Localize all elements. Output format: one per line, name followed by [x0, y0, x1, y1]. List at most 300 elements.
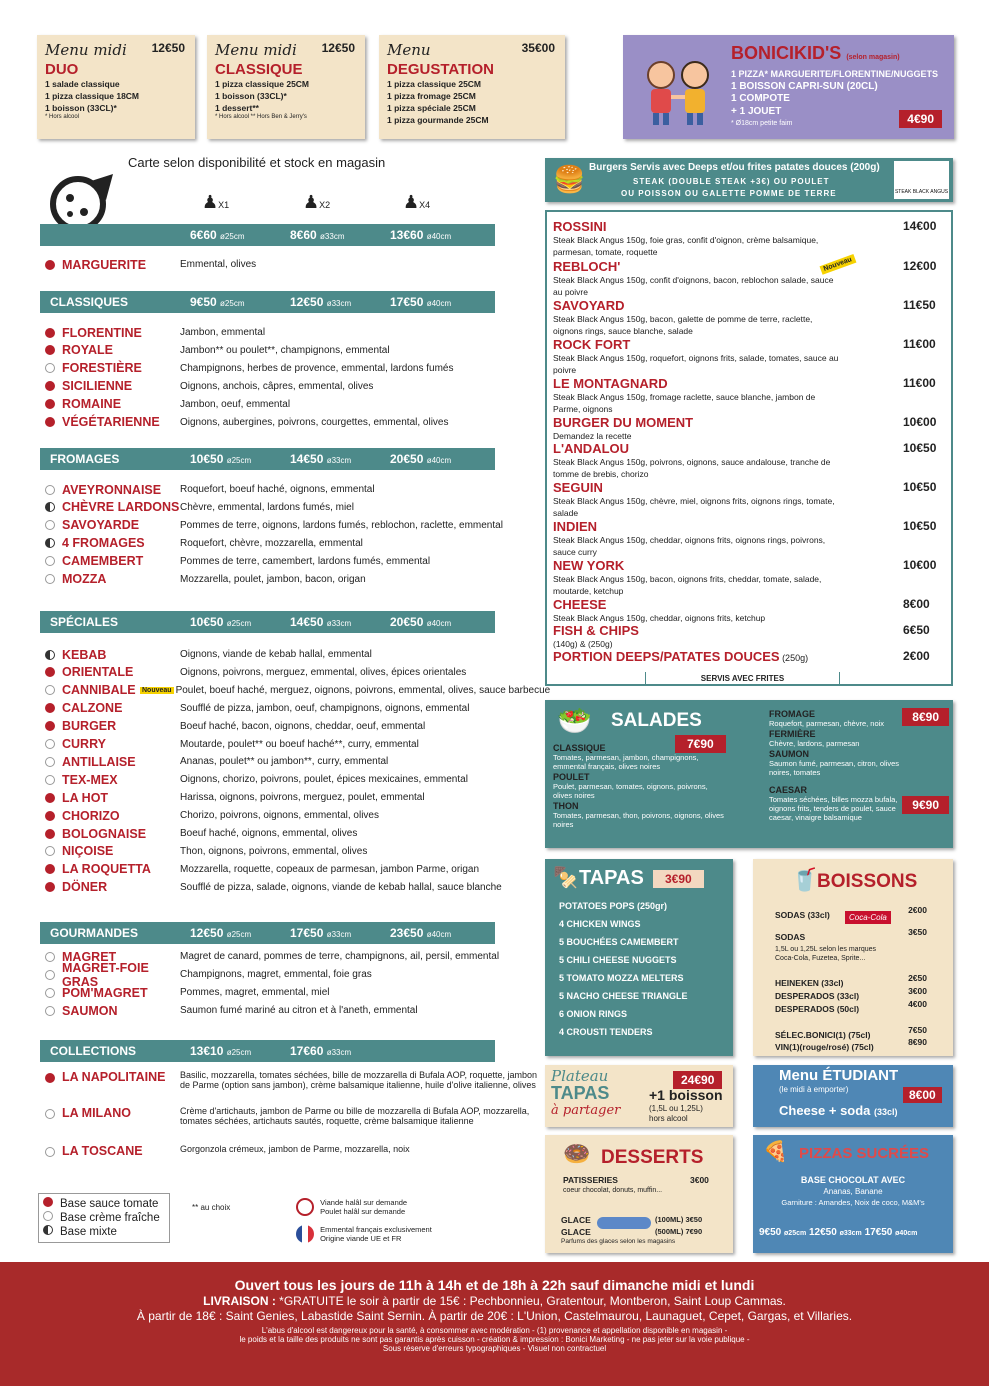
drink-price: 4€00: [908, 999, 927, 1009]
section-price: 14€50 ø33cm: [290, 615, 352, 629]
pizza-name: CALZONE: [62, 701, 123, 716]
burger-desc: Steak Black Angus 150g, bacon, galette de pomme de terre, raclette, oignons rings, sauce blanche, salade: [553, 314, 813, 336]
pizza-desc: Poulet, boeuf haché, merguez, oignons, poivrons, emmental, olives, sauce barbecue: [175, 684, 551, 696]
burger-desc: Steak Black Angus 150g, fromage raclette, sauce blanche, jambon de Parme, oignons: [553, 392, 816, 414]
coca-cola-logo: Coca-Cola: [845, 911, 891, 924]
base-dot: [45, 1073, 55, 1083]
drink-desc: 1,5L ou 1,25L selon les marques Coca-Cola, Fuzetea, Sprite...: [775, 946, 877, 962]
menu-title: Menu: [387, 41, 431, 59]
pizza-item: [45, 571, 366, 588]
kids-title: BONICIKID'S: [731, 43, 842, 63]
france-flag-icon: [296, 1225, 314, 1243]
tapas-item: 4 CROUSTI TENDERS: [559, 1027, 653, 1037]
drink-item: [775, 927, 945, 963]
pizza-desc: Crème d'artichauts, jambon de Parme ou bille de mozzarella di Bufala AOP, mozzarella, tomates séchées, artichauts sautés, roquette, crème balsamique italienne: [180, 1106, 530, 1126]
section-price: 17€50 ø40cm: [390, 295, 452, 309]
nouveau-badge: Nouveau: [820, 254, 856, 275]
section-price: 14€50 ø33cm: [290, 452, 352, 466]
pizza-desc: Champignons, magret, emmental, foie gras: [180, 969, 372, 980]
drink-name: DESPERADOS (33cl): [775, 991, 860, 1001]
base-dot: [45, 556, 55, 566]
pizza-name: 4 FROMAGES: [62, 536, 145, 551]
base-dot: [45, 1109, 55, 1119]
menu-line: 1 salade classique: [45, 79, 120, 89]
legend-item: Base mixte: [43, 1225, 165, 1239]
pizza-name: TEX-MEX: [62, 772, 118, 787]
burger-name: NEW YORK: [553, 558, 625, 573]
pizza-item: [45, 517, 503, 534]
pizza-desc: Mozzarella, roquette, copeaux de parmesan, jambon Parme, origan: [180, 863, 480, 875]
pizza-name: CAMEMBERT: [62, 554, 144, 569]
drink-price: 2€50: [908, 973, 927, 983]
burger-item: [553, 597, 943, 624]
pizza-desc: Roquefort, boeuf haché, oignons, emmental: [180, 484, 375, 495]
base-dot: [45, 864, 55, 874]
burger-price: 10€50: [903, 519, 937, 533]
burger-desc: Steak Black Angus 150g, foie gras, confit d'oignon, crème balsamique, parmesan, tomate, roquette: [553, 235, 819, 257]
section-bar-fromages: [40, 448, 495, 470]
pizza-name: FORESTIÈRE: [62, 361, 142, 376]
halal-note: Viande halâl sur demande Poulet halâl sur demande: [296, 1198, 407, 1216]
base-dot: [45, 952, 55, 962]
pizza-name: CHORIZO: [62, 808, 120, 823]
menu-note: * Hors alcool: [45, 114, 80, 120]
pizza-name: SAVOYARDE: [62, 518, 140, 533]
legend-item: Base sauce tomate: [43, 1197, 165, 1211]
tapas-item: 5 BOUCHÉES CAMEMBERT: [559, 937, 679, 947]
kids-illustration-icon: [633, 53, 723, 128]
base-dot: [45, 260, 55, 270]
person-x4: ♟X4: [403, 192, 431, 212]
section-price: 20€50 ø40cm: [390, 452, 452, 466]
burgers-header: 🍔 Burgers Servis avec Deeps et/ou frites patates douces (200g) STEAK (DOUBLE STEAK +3€) OU POULET OU POISSON OU GALETTE POMME DE TERRE STEAK BLACK ANGUS: [545, 158, 953, 202]
burger-name: BURGER DU MOMENT: [553, 415, 694, 430]
pizza-item: [45, 825, 357, 842]
base-dot: [45, 363, 55, 373]
tapas-item: POTATOES POPS (250gr): [559, 901, 668, 911]
menu-line: 1 pizza classique 18CM: [45, 91, 140, 101]
section-price: 10€50 ø25cm: [190, 615, 252, 629]
burger-price: 6€50: [903, 623, 930, 637]
collection-item: [45, 1106, 540, 1126]
pizza-desc: Jambon, emmental: [180, 327, 266, 338]
pizza-desc: Oignons, aubergines, poivrons, courgettes, emmental, olives: [180, 416, 449, 428]
burger-desc: Steak Black Angus 150g, cheddar, oignons frits, oignons rings, poivrons, sauce curry: [553, 535, 826, 557]
pizza-name: LA HOT: [62, 790, 109, 805]
skewer-icon: 🍢: [553, 867, 578, 889]
section-bar-spéciales: [40, 611, 495, 633]
ben-jerrys-logo: [597, 1217, 651, 1229]
burger-desc: Demandez la recette: [553, 431, 632, 441]
kids-price: 4€90: [899, 110, 942, 128]
pizza-item: [45, 342, 390, 359]
kids-sub: (selon magasin): [846, 54, 900, 61]
base-dot: [45, 485, 55, 495]
burger-price: 8€00: [903, 597, 930, 611]
burger-name: ROCK FORT: [553, 337, 631, 352]
drink-name: SODAS: [775, 932, 806, 942]
menu-line: 1 pizza classique 25CM: [387, 79, 482, 89]
pizza-item: [45, 718, 425, 735]
pizza-item: [45, 736, 419, 753]
burger-price: 14€00: [903, 219, 937, 233]
section-label: SPÉCIALES: [50, 615, 119, 629]
burger-name: CHEESE: [553, 597, 607, 612]
pizza-name: MOZZA: [62, 572, 107, 586]
pizza-name: POM'MAGRET: [62, 985, 148, 1000]
section-label: GOURMANDES: [50, 926, 139, 940]
burger-item: [553, 298, 943, 337]
burger-item: [553, 259, 943, 298]
pizza-desc: Pommes de terre, camembert, lardons fumés, emmental: [180, 555, 431, 567]
opening-hours: Ouvert tous les jours de 11h à 14h et de 18h à 22h sauf dimanche midi et lundi: [234, 1277, 755, 1293]
menu-classique-card: [207, 35, 365, 139]
salades-price: 7€90: [675, 735, 726, 753]
pizza-desc: Jambon** ou poulet**, champignons, emmental: [180, 344, 390, 356]
base-dot: [45, 1147, 55, 1157]
burger-price: 10€00: [903, 415, 937, 429]
pizza-name: NIÇOISE: [62, 844, 114, 859]
section-label: CLASSIQUES: [50, 295, 129, 309]
menu-line: 1 pizza spéciale 25CM: [387, 103, 476, 113]
pizza-item: [45, 324, 265, 341]
burger-desc: Steak Black Angus 150g, confit d'oignons, bacon, reblochon salade, sauce au poivre: [553, 275, 834, 297]
base-dot: [45, 685, 55, 695]
menu-line: 1 dessert**: [215, 103, 259, 113]
drink-price: 2€00: [908, 905, 927, 915]
base-dot: [45, 721, 55, 731]
burger-item: [553, 649, 943, 664]
marguerite-price-bar: 6€60 ø25cm 8€60 ø33cm 13€60 ø40cm: [40, 224, 495, 246]
menu-title: Menu midi: [215, 41, 297, 59]
section-price: 20€50 ø40cm: [390, 615, 452, 629]
collections-bar: COLLECTIONS 13€10 ø25cm 17€60 ø33cm: [40, 1040, 495, 1062]
pizza-name: DÖNER: [62, 880, 108, 895]
pizza-name: LA ROQUETTA: [62, 862, 151, 877]
base-dot: [45, 538, 55, 548]
drink-name: SODAS (33cl): [775, 910, 830, 920]
pizza-desc: Gorgonzola crémeux, jambon de Parme, mozzarella, noix: [180, 1144, 410, 1154]
pizza-item: [45, 771, 468, 788]
tapas-panel: 🍢 TAPAS 3€90 POTATOES POPS (250gr) 4 CHICKEN WINGS 5 BOUCHÉES CAMEMBERT 5 CHILI CHEESE NUGGETS 5 TOMATO MOZZA MELTERS 5 NACHO CHEESE TRIANGLE 6 ONION RINGS 4 CROUSTI TENDERS: [545, 859, 733, 1056]
burger-price: 11€50: [903, 298, 936, 312]
base-dot: [45, 1006, 55, 1016]
tapas-item: 4 CHICKEN WINGS: [559, 919, 641, 929]
pizza-item: [45, 1002, 418, 1019]
pizza-desc: Moutarde, poulet** ou boeuf haché**, curry, emmental: [180, 738, 419, 750]
pizza-desc: Pommes de terre, oignons, lardons fumés, reblochon, raclette, emmental: [180, 519, 503, 531]
burger-item: [553, 519, 943, 558]
pizza-desc: Boeuf haché, oignons, emmental, olives: [180, 828, 358, 839]
burger-name: INDIEN: [553, 519, 598, 534]
pizza-desc: Ananas, poulet** ou jambon**, curry, emmental: [180, 756, 389, 768]
stock-note: Carte selon disponibilité et stock en magasin: [128, 155, 386, 170]
pizza-desc: Basilic, mozzarella, tomates séchées, bille de mozzarella di Bufala AOP, roquette, jambon de Parme (option sans jambon), crème balsamique italienne, huile d'olive italienne, olives: [180, 1070, 538, 1090]
tapas-item: 6 ONION RINGS: [559, 1009, 628, 1019]
person-icon: ♟: [403, 192, 420, 212]
pizza-item: [45, 396, 290, 413]
pizza-item: [45, 843, 367, 860]
pizza-item: [45, 789, 425, 806]
pizza-desc: Roquefort, chèvre, mozzarella, emmental: [180, 537, 363, 549]
burger-item: [553, 441, 943, 480]
menu-name: DEGUSTATION: [387, 61, 494, 78]
drink-item: [775, 999, 945, 1017]
section-label: FROMAGES: [50, 452, 120, 466]
menu-line: 1 boisson (33CL)*: [215, 91, 287, 101]
kids-note: * Ø18cm petite faim: [731, 120, 793, 127]
burger-name: LE MONTAGNARD: [553, 376, 668, 391]
boissons-panel: 🥤 BOISSONS SODAS (33cl) 2€00 SODAS 3€50 1,5L ou 1,25L selon les marques Coca-Cola, Fuzetea, Sprite... HEINEKEN (33cl) 2€50 DESPERADOS (33cl) 3€00 DESPERADOS (50cl) 4€00 SÉLEC.BONICI(1) (75cl) 7€50 VIN(1)(rouge/rosé) (75cl) 8€90 Coca-Cola: [753, 859, 953, 1056]
pizza-desc: Saumon fumé mariné au citron et à l'aneth, emmental: [180, 1005, 418, 1016]
donut-icon: 🍩: [563, 1141, 591, 1166]
drink-item: [775, 1037, 945, 1055]
pizza-name: ROYALE: [62, 343, 113, 358]
base-dot: [45, 328, 55, 338]
drink-name: VIN(1)(rouge/rosé) (75cl): [775, 1042, 874, 1052]
base-dot: [45, 739, 55, 749]
collection-item: [45, 1070, 540, 1090]
pizza-desc: Mozzarella, poulet, jambon, bacon, origan: [180, 573, 366, 585]
base-dot: [45, 417, 55, 427]
burger-desc: Steak Black Angus 150g, poivrons, oignons, sauce andalouse, tranche de tomme de brebis, chorizo: [553, 457, 831, 479]
burger-price: 10€50: [903, 480, 937, 494]
pizza-name: MAGRET-FOIE GRAS: [62, 960, 149, 989]
burger-desc: (140g) & (250g): [553, 639, 613, 649]
base-dot: [45, 793, 55, 803]
pizza-desc: Harissa, oignons, poivrons, merguez, poulet, emmental: [180, 792, 425, 804]
base-dot: [45, 650, 55, 660]
pizza-name: LA NAPOLITAINE: [62, 1070, 166, 1084]
pizza-name: CURRY: [62, 737, 106, 751]
menu-line: 1 boisson (33CL)*: [45, 103, 117, 113]
pizza-name: KEBAB: [62, 647, 107, 662]
burger-item: [553, 480, 943, 519]
burger-name: PORTION DEEPS/PATATES DOUCES (250g): [553, 649, 809, 664]
menu-line: 1 pizza classique 25CM: [215, 79, 310, 89]
base-dot: [45, 345, 55, 355]
burger-item: [553, 623, 943, 650]
base-dot: [45, 703, 55, 713]
tapas-item: 5 CHILI CHEESE NUGGETS: [559, 955, 677, 965]
menu-line: 1 pizza gourmande 25CM: [387, 115, 489, 125]
pizza-name: LA MILANO: [62, 1106, 131, 1120]
base-dot: [45, 399, 55, 409]
drink-price: 3€00: [908, 986, 927, 996]
pizza-name: BOLOGNAISE: [62, 826, 147, 841]
menu-price: 12€50: [321, 41, 355, 55]
pizza-desc: Chèvre, emmental, lardons fumés, miel: [180, 501, 354, 513]
person-x2: ♟X2: [303, 192, 331, 212]
nouveau-badge: Nouveau: [142, 686, 172, 694]
pizza-name: SICILIENNE: [62, 379, 133, 394]
menu-note: * Hors alcool ** Hors Ben & Jerry's: [215, 114, 307, 120]
pizza-desc: Oignons, viande de kebab hallal, emmental: [180, 649, 372, 660]
tapas-item: 5 TOMATO MOZZA MELTERS: [559, 973, 684, 983]
pizza-item: [45, 861, 479, 878]
pizza-item: [45, 553, 430, 570]
menu-price: 35€00: [521, 41, 555, 55]
france-note: Emmental français exclusivement Origine viande UE et FR: [296, 1225, 432, 1243]
burger-price: 11€00: [903, 337, 936, 351]
menu-degustation-card: [379, 35, 565, 139]
burger-desc: Steak Black Angus 150g, bacon, oignons frits, cheddar, tomate, salade, moutarde, ketchup: [553, 574, 822, 596]
section-price: 10€50 ø25cm: [190, 452, 252, 466]
base-dot: [45, 520, 55, 530]
burger-item: [553, 219, 943, 258]
servis-frites: SERVIS AVEC FRITES: [645, 672, 840, 686]
section-price: 9€50 ø25cm: [190, 295, 245, 309]
burger-item: [553, 558, 943, 597]
desserts-panel: 🍩 DESSERTS PATISSERIES 3€00 coeur chocolat, donuts, muffin... GLACE (100ML) 3€50 GLACE (500ML) 7€90 Parfums des glaces selon les magasins: [545, 1135, 733, 1253]
base-dot: [45, 970, 55, 980]
pizza-item: [45, 481, 375, 498]
person-icon: ♟: [303, 192, 320, 212]
pizza-name: ANTILLAISE: [62, 754, 136, 769]
pizza-item: [45, 646, 372, 663]
burger-price: 11€00: [903, 376, 936, 390]
burger-name: FISH & CHIPS: [553, 623, 639, 638]
cup-icon: 🥤: [791, 867, 819, 892]
pizza-name: ROMAINE: [62, 397, 122, 412]
pizza-name: VÉGÉTARIENNE: [62, 415, 160, 429]
burger-desc: Steak Black Angus 150g, chèvre, miel, oignons frits, oignons rings, tomate, salade: [553, 496, 835, 518]
drink-name: DESPERADOS (50cl): [775, 1004, 860, 1014]
burger-item: [553, 337, 943, 376]
burger-name: L'ANDALOU: [553, 441, 630, 456]
burger-price: 10€50: [903, 441, 937, 455]
salad-bowl-icon: 🥗: [557, 705, 592, 736]
salades-panel: 🥗 SALADES 7€90 CLASSIQUE Tomates, parmesan, jambon, champignons, emmental français, olives noires POULET Poulet, parmesan, tomates, oignons, poivrons, olives noires THON Tomates, parmesan, thon, poivrons, oignons, olives noires 8€90 9€90 FROMAGE Roquefort, parmesan, chèvre, noix FERMIÈRE Chèvre, lardons, parmesan SAUMON Saumon fumé, parmesan, citron, olives noires, tomates CAESAR Tomates séchées, billes mozza bufala, oignons frits, tenders de poulet, sauce caesar, vinaigre balsamique: [545, 700, 953, 848]
pizza-name: MAGRET: [62, 949, 117, 964]
pizza-name: CHÈVRE LARDONS: [62, 500, 180, 515]
base-dot: [45, 811, 55, 821]
pizza-desc: Thon, oignons, poivrons, emmental, olives: [180, 845, 368, 857]
pizza-name: FLORENTINE: [62, 325, 142, 340]
pizza-item: [45, 879, 502, 896]
pizza-slice-icon: 🍕: [763, 1141, 788, 1163]
plateau-tapas-panel: Plateau TAPAS à partager 24€90 +1 boisson (1,5L ou 1,25L) hors alcool: [545, 1065, 733, 1127]
pizza-desc: Soufflé de pizza, salade, oignons, viande de kebab hallal, sauce blanche: [180, 881, 502, 893]
pizza-desc: Jambon, oeuf, emmental: [180, 398, 291, 410]
pizza-desc: Chorizo, poivrons, oignons, emmental, olives: [180, 810, 379, 822]
pizza-desc: Pommes, magret, emmental, miel: [180, 987, 330, 998]
menu-duo-card: [37, 35, 195, 139]
deeps-unit: (250g): [779, 653, 809, 663]
pizza-name: ORIENTALE: [62, 665, 134, 680]
pizza-desc: Oignons, chorizo, poivrons, poulet, épices mexicaines, emmental: [180, 774, 468, 786]
pizza-item: [45, 682, 550, 699]
pizza-item: [45, 807, 379, 824]
etudiant-panel: Menu ÉTUDIANT (le midi à emporter) 8€00 Cheese + soda (33cl): [753, 1065, 953, 1127]
pizza-item: [45, 960, 372, 989]
section-price: 23€50 ø40cm: [390, 926, 452, 940]
footer-banner: Ouvert tous les jours de 11h à 14h et de 18h à 22h sauf dimanche midi et lundi LIVRAISON : *GRATUITE le soir à partir de 15€ : Pechbonnieu, Gratentour, Montberon, Saint Loup Cammas. À partir de 18€ : Saint Genies, Labastide Saint Sernin. À partir de 20€ : L'Union, Castelmaurou, Launaguet, Cepet, Gargas, et Villaries. L'abus d'alcool est dangereux pour la santé, à consommer avec modération - (1) provenance et appellation disponible en magasin - le poids et la taille des produits ne sont pas garantis après cuisson - création & impression : Bonici Marketing - ne pas jeter sur la voie publique - Sous réserve d'erreurs typographiques - Visuel non contractuel: [0, 1262, 989, 1386]
burger-icon: 🍔: [553, 164, 586, 194]
menu-title: Menu midi: [45, 41, 127, 59]
burger-price: 2€00: [903, 649, 930, 663]
pizza-item: [45, 700, 469, 717]
base-dot: [45, 882, 55, 892]
base-dot: [45, 829, 55, 839]
collection-item: [45, 1144, 540, 1158]
burger-name: SAVOYARD: [553, 298, 625, 313]
menu-price: 12€50: [151, 41, 185, 55]
burger-name: ROSSINI: [553, 219, 607, 234]
kids-line: 1 BOISSON CAPRI-SUN (20CL): [731, 80, 878, 92]
person-x1: ♟X1: [202, 192, 230, 212]
base-dot: [45, 381, 55, 391]
base-dot: [45, 757, 55, 767]
pizza-name: AVEYRONNAISE: [62, 482, 162, 497]
section-bar-gourmandes: [40, 922, 495, 944]
pizza-item: [45, 360, 453, 377]
drink-name: SÉLEC.BONICI(1) (75cl): [775, 1030, 871, 1040]
kids-menu-card: [623, 35, 954, 139]
pizza-desc: Oignons, anchois, câpres, emmental, olives: [180, 380, 374, 392]
base-dot: [45, 775, 55, 785]
burger-price: 10€00: [903, 558, 937, 572]
burger-price: 12€00: [903, 259, 937, 273]
black-angus-logo: STEAK BLACK ANGUS: [894, 161, 949, 199]
pizza-name: SAUMON: [62, 1003, 118, 1018]
drink-price: 8€90: [908, 1037, 927, 1047]
burger-item: [553, 415, 943, 442]
pizza-name: CANNIBALE: [62, 683, 136, 698]
tapas-price: 3€90: [653, 870, 704, 888]
pizza-item: [45, 378, 373, 395]
pizza-desc: Oignons, poivrons, merguez, emmental, olives, épices orientales: [180, 666, 467, 678]
menu-name: DUO: [45, 61, 79, 78]
pizza-desc: Champignons, herbes de provence, emmental, lardons fumés: [180, 362, 454, 374]
pizzas-sucrees-panel: 🍕 PIZZAS SUCRÉES BASE CHOCOLAT AVEC Ananas, Banane Garniture : Amandes, Noix de coco, M&M's 9€50 ø25cm 12€50 ø33cm 17€50 ø40cm: [753, 1135, 953, 1253]
pizza-item: [45, 753, 388, 770]
pizza-desc: Soufflé de pizza, jambon, oeuf, champignons, oignons, emmental: [180, 702, 470, 714]
section-price: 12€50 ø25cm: [190, 926, 252, 940]
drink-name: HEINEKEN (33cl): [775, 978, 844, 988]
base-dot: [45, 502, 55, 512]
pizza-item: [45, 414, 448, 431]
burger-item: [553, 376, 943, 415]
section-bar-classiques: [40, 291, 495, 313]
drink-price: 7€50: [908, 1025, 927, 1035]
burger-desc: Steak Black Angus 150g, cheddar, oignons frits, ketchup: [553, 613, 766, 623]
menu-name: CLASSIQUE: [215, 61, 303, 78]
pizza-item: [45, 664, 466, 681]
burger-name: SEGUIN: [553, 480, 603, 495]
base-dot: [45, 574, 55, 584]
pizza-desc: Boeuf haché, bacon, oignons, cheddar, oeuf, emmental: [180, 720, 426, 732]
kids-line: 1 PIZZA* MARGUERITE/FLORENTINE/NUGGETS: [731, 69, 939, 79]
kids-line: + 1 JOUET: [731, 105, 782, 117]
section-price: 17€50 ø33cm: [290, 926, 352, 940]
burger-desc: Steak Black Angus 150g, roquefort, oignons frits, salade, tomates, sauce au poivre: [553, 353, 839, 375]
section-price: 12€50 ø33cm: [290, 295, 352, 309]
menu-line: 1 pizza fromage 25CM: [387, 91, 476, 101]
drink-price: 3€50: [908, 927, 927, 937]
pizza-item: [45, 984, 330, 1001]
pizza-marguerite: MARGUERITE Emmental, olives: [45, 256, 256, 273]
tapas-item: 5 NACHO CHEESE TRIANGLE: [559, 991, 688, 1001]
pizza-desc: Magret de canard, pommes de terre, champignons, ail, persil, emmental: [180, 951, 500, 962]
pizza-name: BURGER: [62, 719, 117, 734]
base-dot: [45, 667, 55, 677]
pizza-name: LA TOSCANE: [62, 1144, 143, 1158]
legend-item: Base crème fraîche: [43, 1211, 165, 1225]
choice-note: ** au choix: [192, 1203, 231, 1212]
base-dot: [45, 846, 55, 856]
pizza-item: [45, 499, 354, 516]
